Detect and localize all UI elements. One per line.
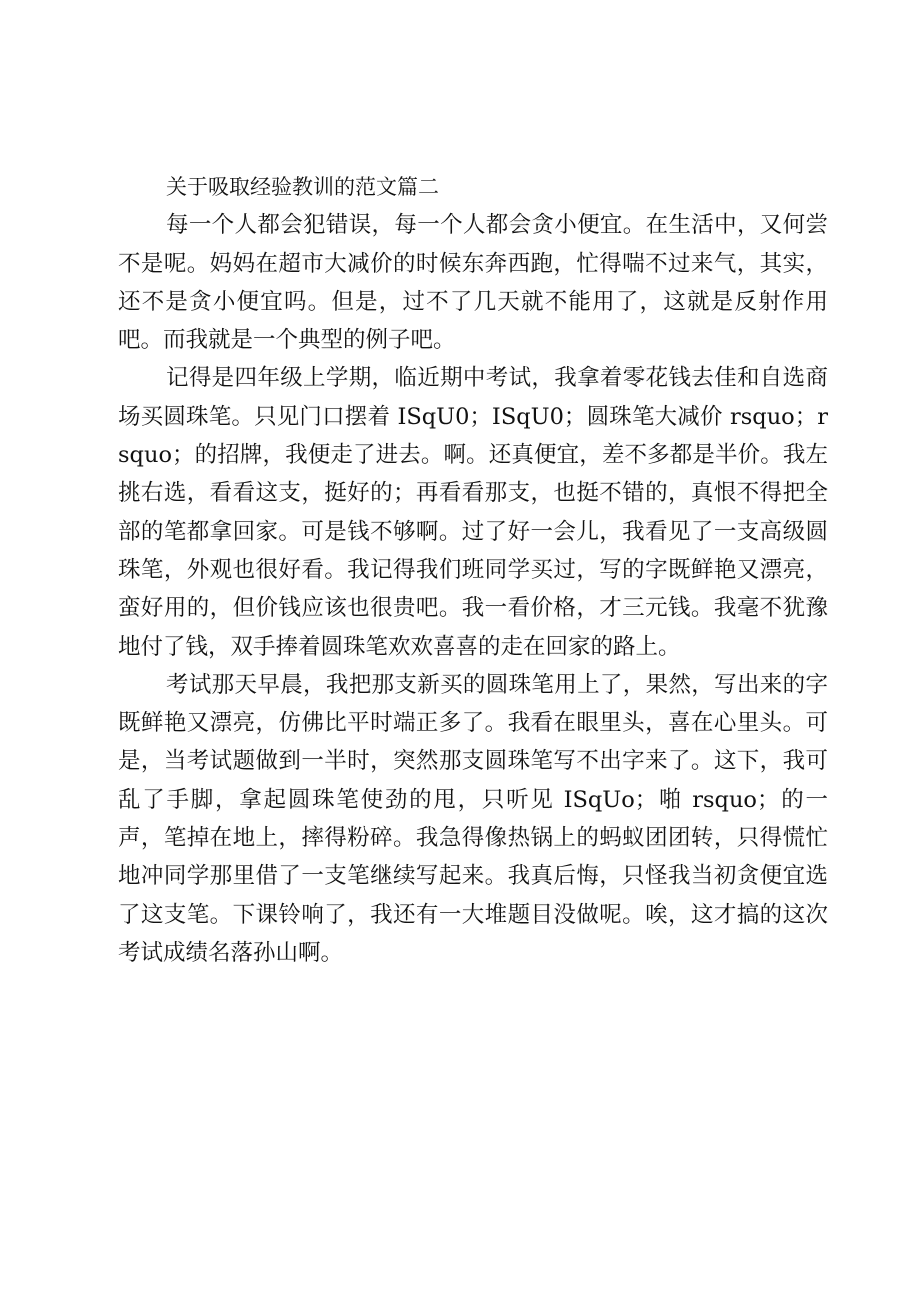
essay-title: 关于吸取经验教训的范文篇二 bbox=[166, 175, 439, 199]
paragraph-1: 每一个人都会犯错误，每一个人都会贪小便宜。在生活中，又何尝不是呢。妈妈在超市大减价的时候东奔西跑，忙得喘不过来气，其实，还不是贪小便宜吗。但是，过不了几天就不能用了，这就是反射作用吧。而我就是一个典型的例子吧。 bbox=[118, 212, 828, 354]
paragraph-2: 记得是四年级上学期，临近期中考试，我拿着零花钱去佳和自选商场买圆珠笔。只见门口摆着 ISqU0；ISqU0；圆珠笔大减价 rsquo；rsquo；的招牌，我便走了进去。啊。还真便宜，差不多都是半价。我左挑右选，看看这支，挺好的；再看看那支，也挺不错的，真恨不得把全部的笔都拿回家。可是钱不够啊。过了好一会儿，我看见了一支高级圆珠笔，外观也很好看。我记得我们班同学买过，写的字既鲜艳又漂亮，蛮好用的，但价钱应该也很贵吧。我一看价格，才三元钱。我毫不犹豫地付了钱，双手捧着圆珠笔欢欢喜喜的走在回家的路上。 bbox=[118, 365, 828, 660]
document-body bbox=[118, 168, 828, 972]
paragraph-3: 考试那天早晨，我把那支新买的圆珠笔用上了，果然，写出来的字既鲜艳又漂亮，仿佛比平时端正多了。我看在眼里头，喜在心里头。可是，当考试题做到一半时，突然那支圆珠笔写不出字来了。这下，我可乱了手脚，拿起圆珠笔使劲的甩，只听见 ISqUo；啪 rsquo；的一声，笔掉在地上，摔得粉碎。我急得像热锅上的蚂蚁团团转，只得慌忙地冲同学那里借了一支笔继续写起来。我真后悔，只怪我当初贪便宜选了这支笔。下课铃响了，我还有一大堆题目没做呢。唉，这才搞的这次考试成绩名落孙山啊。 bbox=[118, 671, 828, 966]
